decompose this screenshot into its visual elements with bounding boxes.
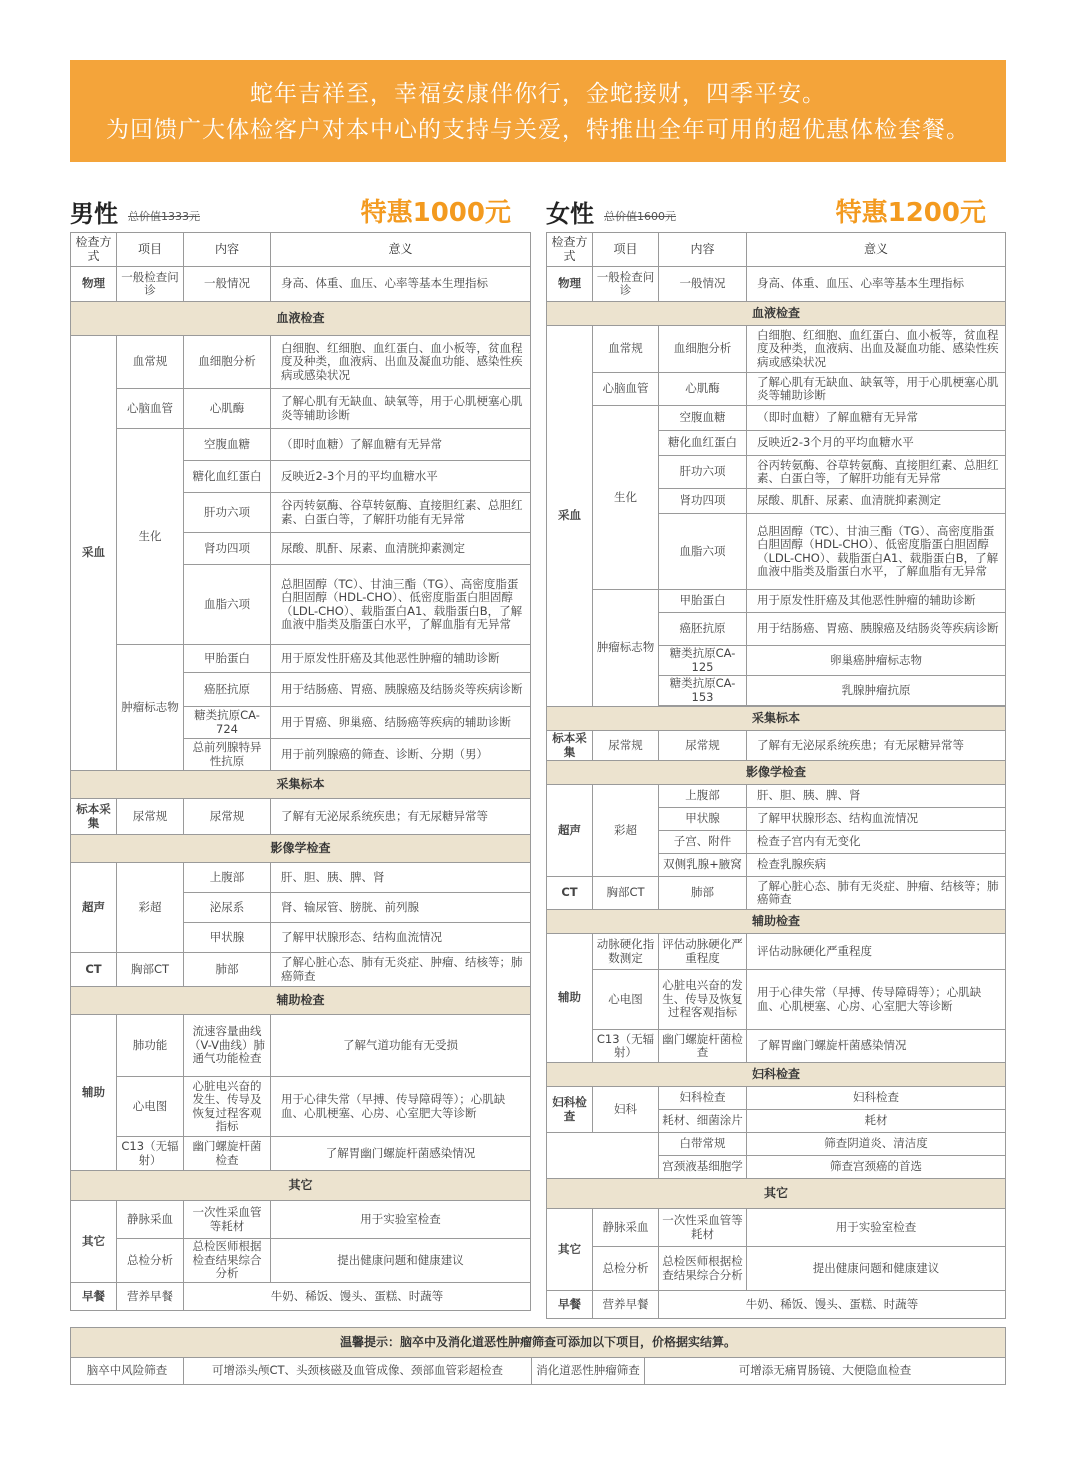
meaning-cell: 总胆固醇（TC）、甘油三酯（TG）、高密度脂蛋白胆固醇（HDL-CHO）、低密度脂蛋白胆固醇（LDL-CHO）、载脂蛋白A1、载脂蛋白B，了解血液中脂类及脂蛋白水平，了解血脂有无异常 [271,565,531,645]
content-cell: 子宫、附件 [659,831,747,854]
table-row [547,970,1006,1030]
meaning-cell: 身高、体重、血压、心率等基本生理指标 [271,267,531,302]
method-cell: 标本采集 [71,799,117,835]
content-cell: 糖类抗原CA-724 [184,707,271,739]
header-content: 内容 [184,233,271,267]
section-row [547,707,1006,731]
item-cell: 心脑血管 [593,373,659,406]
content-cell: 总检医师根据检查结果综合分析 [659,1247,747,1291]
header-method: 检查方式 [547,233,593,267]
table-row [547,1087,1006,1110]
method-cell: 其它 [547,1209,593,1291]
table-row [71,1239,531,1283]
item-cell: 生化 [117,429,184,645]
meaning-cell: 白细胞、红细胞、血红蛋白、血小板等，贫血程度及种类，血液病、出血及凝血功能、感染性疾病或感染状况 [271,336,531,389]
header-method: 检查方式 [71,233,117,267]
meaning-cell: 牛奶、稀饭、馒头、蛋糕、时蔬等 [659,1291,1006,1319]
table-row [71,429,531,461]
section-row [547,302,1006,326]
section-title: 血液检查 [71,302,531,336]
item-cell: 静脉采血 [117,1201,184,1239]
male-package [70,188,531,1311]
section-row [71,302,531,336]
content-cell: 耗材、细菌涂片 [659,1110,747,1133]
table-header-row [547,233,1006,267]
method-cell: 妇科检查 [547,1087,593,1133]
gender-title: 男性 [70,200,118,228]
method-cell: 标本采集 [547,731,593,761]
content-cell: 糖化血红蛋白 [659,431,747,456]
table-row [547,1209,1006,1247]
meaning-cell: 筛查宫颈癌的首选 [747,1156,1006,1179]
meaning-cell: （即时血糖）了解血糖有无异常 [271,429,531,461]
table-row [547,1030,1006,1063]
method-cell: CT [71,953,117,987]
meaning-cell: 用于心律失常（早搏、传导障碍等）；心肌缺血、心肌梗塞、心房、心室肥大等诊断 [271,1077,531,1137]
meaning-cell: 了解胃幽门螺旋杆菌感染情况 [747,1030,1006,1063]
table-row [547,267,1006,302]
section-title: 辅助检查 [547,910,1006,934]
table-row [71,1201,531,1239]
meaning-cell: 总胆固醇（TC）、甘油三酯（TG）、高密度脂蛋白胆固醇（HDL-CHO）、低密度脂蛋白胆固醇（LDL-CHO）、载脂蛋白A1、载脂蛋白B，了解血液中脂类及脂蛋白水平，了解血脂有无异常 [747,514,1006,590]
item-cell: 一般检查问诊 [593,267,659,302]
content-cell: 癌胚抗原 [659,613,747,646]
content-cell: 糖类抗原CA-125 [659,646,747,676]
item-cell: 彩超 [117,863,184,953]
promo-price: 特惠1200元 [835,198,986,228]
method-cell: 辅助 [71,1015,117,1171]
original-price: 总价值1333元 [128,210,200,223]
item-cell: 胸部CT [593,877,659,910]
content-cell: 幽门螺旋杆菌检查 [184,1137,271,1171]
meaning-cell: 了解心肌有无缺血、缺氧等，用于心肌梗塞心肌炎等辅助诊断 [271,389,531,429]
item-cell: 胸部CT [117,953,184,987]
content-cell: 一般情况 [659,267,747,302]
header-item: 项目 [117,233,184,267]
content-cell: 一次性采血管等耗材 [659,1209,747,1247]
meaning-cell: 肝、胆、胰、脾、肾 [271,863,531,893]
content-cell: 糖类抗原CA-153 [659,676,747,706]
content-cell: 评估动脉硬化严重程度 [659,934,747,970]
header-content: 内容 [659,233,747,267]
table-row [547,326,1006,373]
addon-section [70,1327,1006,1385]
content-cell: 空腹血糖 [184,429,271,461]
item-cell: 营养早餐 [593,1291,659,1319]
table-row [71,267,531,302]
table-row [71,1358,1006,1385]
meaning-cell: 用于实验室检查 [271,1201,531,1239]
table-row [547,1291,1006,1319]
meaning-cell: 白细胞、红细胞、血红蛋白、血小板等，贫血程度及种类，血液病、出血及凝血功能、感染性疾病或感染状况 [747,326,1006,373]
content-cell: 宫颈液基细胞学 [659,1156,747,1179]
meaning-cell: 筛查阴道炎、清洁度 [747,1133,1006,1156]
section-title: 妇科检查 [547,1063,1006,1087]
meaning-cell: 用于原发性肝癌及其他恶性肿瘤的辅助诊断 [747,590,1006,613]
content-cell: 上腹部 [659,785,747,808]
content-cell: 甲胎蛋白 [659,590,747,613]
content-cell: 总前列腺特异性抗原 [184,739,271,771]
meaning-cell: 了解心脏心态、肺有无炎症、肿瘤、结核等；肺癌筛查 [271,953,531,987]
item-cell: 营养早餐 [117,1283,184,1311]
blank-cell [547,1133,659,1179]
warm-tip: 温馨提示：脑卒中及消化道恶性肿瘤筛查可添加以下项目，价格据实结算。 [71,1328,1006,1358]
meaning-cell: 妇科检查 [747,1087,1006,1110]
stroke-screening-label: 脑卒中风险筛查 [71,1358,184,1385]
table-row [547,877,1006,910]
content-cell: 流速容量曲线（V-V曲线）肺通气功能检查 [184,1015,271,1077]
meaning-cell: 用于胃癌、卵巢癌、结肠癌等疾病的辅助诊断 [271,707,531,739]
female-exam-table [546,232,1006,1319]
item-cell: C13（无辐射） [593,1030,659,1063]
content-cell: 空腹血糖 [659,406,747,431]
male-exam-table [70,232,531,1311]
header-meaning: 意义 [747,233,1006,267]
item-cell: 总检分析 [117,1239,184,1283]
section-row [547,1179,1006,1209]
item-cell: 血常规 [593,326,659,373]
meaning-cell: 肝、胆、胰、脾、肾 [747,785,1006,808]
meaning-cell: 尿酸、肌酐、尿素、血清胱抑素测定 [747,489,1006,514]
content-cell: 心脏电兴奋的发生、传导及恢复过程客观指标 [659,970,747,1030]
table-row [547,373,1006,406]
meaning-cell: 用于结肠癌、胃癌、胰腺癌及结肠炎等疾病诊断 [747,613,1006,646]
meaning-cell: 了解有无泌尿系统疾患；有无尿糖异常等 [747,731,1006,761]
table-row [71,953,531,987]
section-row [71,987,531,1015]
table-row [71,336,531,389]
content-cell: 血脂六项 [659,514,747,590]
meaning-cell: 卵巢癌肿瘤标志物 [747,646,1006,676]
section-title: 影像学检查 [547,761,1006,785]
table-row [71,1077,531,1137]
stroke-screening-desc: 可增添头颅CT、头颈核磁及血管成像、颈部血管彩超检查 [184,1358,532,1385]
meaning-cell: 了解甲状腺形态、结构血流情况 [747,808,1006,831]
table-row [71,1137,531,1171]
content-cell: 肾功四项 [184,533,271,565]
item-cell: 动脉硬化指数测定 [593,934,659,970]
content-cell: 癌胚抗原 [184,673,271,707]
item-cell: 尿常规 [117,799,184,835]
table-row [547,406,1006,431]
meaning-cell: 用于结肠癌、胃癌、胰腺癌及结肠炎等疾病诊断 [271,673,531,707]
promo-price: 特惠1000元 [360,198,511,228]
table-row [547,1133,1006,1156]
section-title: 其它 [547,1179,1006,1209]
content-cell: 肺部 [184,953,271,987]
content-cell: 妇科检查 [659,1087,747,1110]
meaning-cell: （即时血糖）了解血糖有无异常 [747,406,1006,431]
meaning-cell: 耗材 [747,1110,1006,1133]
content-cell: 泌尿系 [184,893,271,923]
content-cell: 血细胞分析 [184,336,271,389]
banner-line-1: 蛇年吉祥至，幸福安康伴你行，金蛇接财，四季平安。 [250,81,826,107]
content-cell: 上腹部 [184,863,271,893]
method-cell: 超声 [71,863,117,953]
item-cell: 肿瘤标志物 [117,645,184,771]
content-cell: 肾功四项 [659,489,747,514]
meaning-cell: 提出健康问题和健康建议 [271,1239,531,1283]
section-row [547,761,1006,785]
table-row [71,863,531,893]
addon-table [70,1327,1006,1385]
section-row [71,771,531,799]
original-price: 总价值1600元 [604,210,676,223]
table-row [547,590,1006,613]
table-row [71,645,531,673]
promo-banner [70,60,1006,162]
meaning-cell: 肾、输尿管、膀胱、前列腺 [271,893,531,923]
meaning-cell: 了解心肌有无缺血、缺氧等，用于心肌梗塞心肌炎等辅助诊断 [747,373,1006,406]
table-row [547,731,1006,761]
section-title: 血液检查 [547,302,1006,326]
male-header [70,188,531,232]
item-cell: 心电图 [117,1077,184,1137]
meaning-cell: 了解甲状腺形态、结构血流情况 [271,923,531,953]
section-row [71,1328,1006,1358]
meaning-cell: 用于前列腺癌的筛查、诊断、分期（男） [271,739,531,771]
item-cell: 心脑血管 [117,389,184,429]
content-cell: 肝功六项 [184,493,271,533]
content-cell: 肝功六项 [659,456,747,489]
item-cell: 一般检查问诊 [117,267,184,302]
meaning-cell: 反映近2-3个月的平均血糖水平 [747,431,1006,456]
section-row [547,1063,1006,1087]
meaning-cell: 用于心律失常（早搏、传导障碍等）；心肌缺血、心肌梗塞、心房、心室肥大等诊断 [747,970,1006,1030]
table-row [547,1247,1006,1291]
female-header [546,188,1006,232]
meaning-cell: 谷丙转氨酶、谷草转氨酶、直接胆红素、总胆红素、白蛋白等，了解肝功能有无异常 [271,493,531,533]
item-cell: 彩超 [593,785,659,877]
section-title: 采集标本 [71,771,531,799]
banner-line-2: 为回馈广大体检客户对本中心的支持与关爱，特推出全年可用的超优惠体检套餐。 [106,117,970,143]
method-cell: 采血 [71,336,117,771]
header-item: 项目 [593,233,659,267]
content-cell: 总检医师根据检查结果综合分析 [184,1239,271,1283]
item-cell: 肺功能 [117,1015,184,1077]
section-title: 辅助检查 [71,987,531,1015]
female-package [546,188,1006,1319]
item-cell: 妇科 [593,1087,659,1133]
content-cell: 双侧乳腺+腋窝 [659,854,747,877]
meaning-cell: 检查乳腺疾病 [747,854,1006,877]
method-cell: 物理 [547,267,593,302]
meaning-cell: 反映近2-3个月的平均血糖水平 [271,461,531,493]
table-row [71,1015,531,1077]
method-cell: 物理 [71,267,117,302]
table-header-row [71,233,531,267]
content-cell: 肺部 [659,877,747,910]
content-cell: 尿常规 [659,731,747,761]
content-cell: 一般情况 [184,267,271,302]
meaning-cell: 尿酸、肌酐、尿素、血清胱抑素测定 [271,533,531,565]
header-meaning: 意义 [271,233,531,267]
item-cell: 肿瘤标志物 [593,590,659,707]
digestive-screening-label: 消化道恶性肿瘤筛查 [532,1358,645,1385]
meaning-cell: 牛奶、稀饭、馒头、蛋糕、时蔬等 [184,1283,531,1311]
method-cell: 其它 [71,1201,117,1283]
content-cell: 糖化血红蛋白 [184,461,271,493]
meaning-cell: 了解胃幽门螺旋杆菌感染情况 [271,1137,531,1171]
item-cell: C13（无辐射） [117,1137,184,1171]
content-cell: 心脏电兴奋的发生、传导及恢复过程客观指标 [184,1077,271,1137]
meaning-cell: 检查子宫内有无变化 [747,831,1006,854]
content-cell: 心肌酶 [184,389,271,429]
meaning-cell: 用于实验室检查 [747,1209,1006,1247]
meaning-cell: 用于原发性肝癌及其他恶性肿瘤的辅助诊断 [271,645,531,673]
table-row [71,1283,531,1311]
item-cell: 总检分析 [593,1247,659,1291]
meaning-cell: 身高、体重、血压、心率等基本生理指标 [747,267,1006,302]
method-cell: 超声 [547,785,593,877]
content-cell: 甲胎蛋白 [184,645,271,673]
gender-title: 女性 [546,200,594,228]
method-cell: 早餐 [547,1291,593,1319]
meaning-cell: 了解心脏心态、肺有无炎症、肿瘤、结核等；肺癌筛查 [747,877,1006,910]
section-row [71,835,531,863]
content-cell: 一次性采血管等耗材 [184,1201,271,1239]
item-cell: 心电图 [593,970,659,1030]
method-cell: 早餐 [71,1283,117,1311]
method-cell: 辅助 [547,934,593,1063]
item-cell: 尿常规 [593,731,659,761]
section-title: 影像学检查 [71,835,531,863]
table-row [547,934,1006,970]
method-cell: CT [547,877,593,910]
content-cell: 尿常规 [184,799,271,835]
content-cell: 幽门螺旋杆菌检查 [659,1030,747,1063]
table-row [71,389,531,429]
section-row [547,910,1006,934]
meaning-cell: 谷丙转氨酶、谷草转氨酶、直接胆红素、总胆红素、白蛋白等，了解肝功能有无异常 [747,456,1006,489]
item-cell: 静脉采血 [593,1209,659,1247]
section-row [71,1171,531,1201]
content-cell: 白带常规 [659,1133,747,1156]
meaning-cell: 了解有无泌尿系统疾患；有无尿糖异常等 [271,799,531,835]
item-cell: 生化 [593,406,659,590]
digestive-screening-desc: 可增添无痛胃肠镜、大便隐血检查 [645,1358,1006,1385]
meaning-cell: 评估动脉硬化严重程度 [747,934,1006,970]
method-cell: 采血 [547,326,593,707]
meaning-cell: 乳腺肿瘤抗原 [747,676,1006,706]
table-row [547,785,1006,808]
meaning-cell: 了解气道功能有无受损 [271,1015,531,1077]
content-cell: 心肌酶 [659,373,747,406]
content-cell: 甲状腺 [184,923,271,953]
section-title: 其它 [71,1171,531,1201]
content-cell: 甲状腺 [659,808,747,831]
content-cell: 血脂六项 [184,565,271,645]
content-cell: 血细胞分析 [659,326,747,373]
section-title: 采集标本 [547,707,1006,731]
item-cell: 血常规 [117,336,184,389]
meaning-cell: 提出健康问题和健康建议 [747,1247,1006,1291]
table-row [71,799,531,835]
